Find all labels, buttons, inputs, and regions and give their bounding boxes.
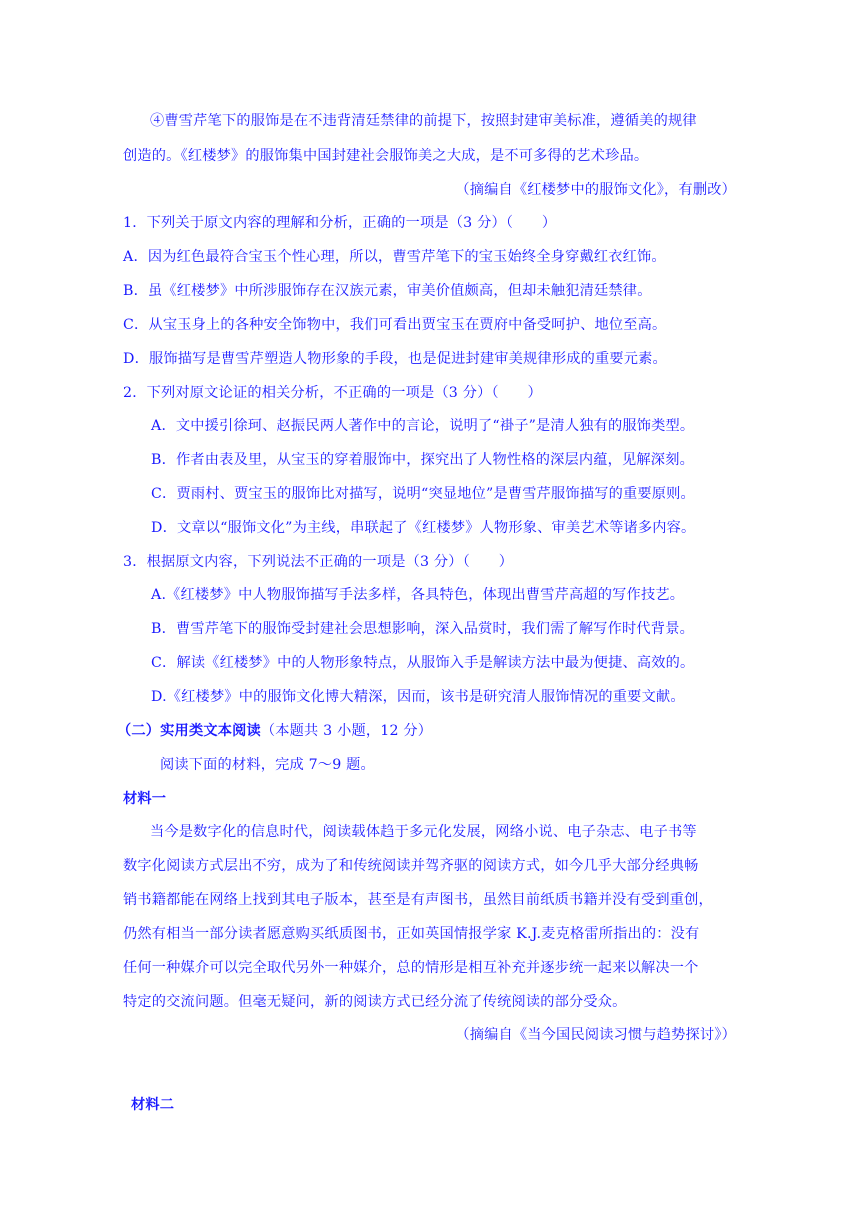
material-2-heading: 材料二 xyxy=(131,1097,175,1113)
question-1-option-a: A．因为红色最符合宝玉个性心理，所以，曹雪芹笔下的宝玉始终全身穿戴红衣红饰。 xyxy=(123,249,666,265)
passage-line: ④曹雪芹笔下的服饰是在不违背清廷禁律的前提下，按照封建审美标准，遵循美的规律 xyxy=(150,113,697,129)
material-1-line: 数字化阅读方式层出不穷，成为了和传统阅读并驾齐驱的阅读方式，如今几乎大部分经典畅 xyxy=(123,858,699,874)
material-1-line: 特定的交流问题。但毫无疑问，新的阅读方式已经分流了传统阅读的部分受众。 xyxy=(123,994,627,1010)
section-2-title xyxy=(117,721,432,741)
question-3-option-b: B．曹雪芹笔下的服饰受封建社会思想影响，深入品赏时，我们需了解写作时代背景。 xyxy=(151,621,694,637)
passage-line: 创造的。《红楼梦》的服饰集中国封建社会服饰美之大成，是不可多得的艺术珍品。 xyxy=(123,148,649,164)
material-1-line: 当今是数字化的信息时代，阅读载体趋于多元化发展，网络小说、电子杂志、电子书等 xyxy=(150,824,697,840)
section-2-title-rest: （本题共 3 小题，12 分） xyxy=(260,723,433,739)
question-1-option-b: B．虽《红楼梦》中所涉服饰存在汉族元素，审美价值颇高，但却未触犯清廷禁律。 xyxy=(123,283,652,299)
material-1-line: 销书籍都能在网络上找到其电子版本，甚至是有声图书，虽然目前纸质书籍并没有受到重创， xyxy=(123,892,713,908)
section-2-instruction: 阅读下面的材料，完成 7～9 题。 xyxy=(160,757,375,773)
question-2-stem: 2．下列对原文论证的相关分析，不正确的一项是（3 分）（ ） xyxy=(123,385,542,401)
question-2-option-a: A．文中援引徐珂、赵振民两人著作中的言论，说明了“褂子”是清人独有的服饰类型。 xyxy=(151,418,695,434)
question-1-option-d: D．服饰描写是曹雪芹塑造人物形象的手段，也是促进封建审美规律形成的重要元素。 xyxy=(123,351,667,367)
material-1-line: 任何一种媒介可以完全取代另外一种媒介，总的情形是相互补充并逐步统一起来以解决一个 xyxy=(123,960,699,976)
question-2-option-c: C．贾雨村、贾宝玉的服饰比对描写，说明“突显地位”是曹雪芹服饰描写的重要原则。 xyxy=(151,486,695,502)
question-3-option-a: A.《红楼梦》中人物服饰描写手法多样，各具特色，体现出曹雪芹高超的写作技艺。 xyxy=(151,587,685,603)
material-1-heading: 材料一 xyxy=(123,791,167,807)
question-1-option-c: C．从宝玉身上的各种安全饰物中，我们可看出贾宝玉在贾府中备受呵护、地位至高。 xyxy=(123,317,667,333)
question-2-option-b: B．作者由表及里，从宝玉的穿着服饰中，探究出了人物性格的深层内蕴，见解深刻。 xyxy=(151,452,694,468)
question-3-option-c: C．解读《红楼梦》中的人物形象特点，从服饰入手是解读方法中最为便捷、高效的。 xyxy=(151,655,695,671)
question-3-option-d: D.《红楼梦》中的服饰文化博大精深，因而，该书是研究清人服饰情况的重要文献。 xyxy=(151,689,685,705)
question-1-stem: 1．下列关于原文内容的理解和分析，正确的一项是（3 分）（ ） xyxy=(123,215,557,231)
section-2-title-bold: （二）实用类文本阅读 xyxy=(117,723,261,739)
question-2-option-d: D．文章以“服饰文化”为主线，串联起了《红楼梦》人物形象、审美艺术等诸多内容。 xyxy=(151,520,696,536)
material-1-line: 仍然有相当一部分读者愿意购买纸质图书，正如英国情报学家 K.J.麦克格雷所指出的：没有 xyxy=(123,926,700,942)
question-3-stem: 3．根据原文内容，下列说法不正确的一项是（3 分）（ ） xyxy=(123,554,514,570)
material-1-source: （摘编自《当今国民阅读习惯与趋势探讨》） xyxy=(455,1027,736,1043)
passage-source: （摘编自《红楼梦中的服饰文化》，有删改） xyxy=(455,182,736,198)
